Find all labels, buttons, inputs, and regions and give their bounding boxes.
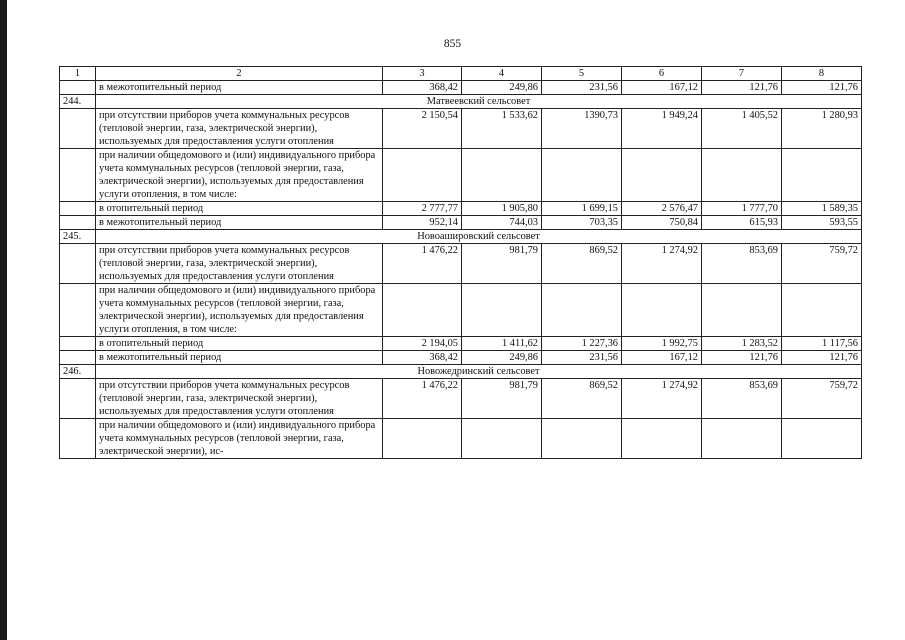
row-index-cell [60, 149, 96, 202]
value-cell: 1 280,93 [782, 109, 862, 149]
value-cell: 853,69 [702, 244, 782, 284]
value-cell: 1 777,70 [702, 202, 782, 216]
value-cell: 1 476,22 [383, 244, 462, 284]
value-cell [622, 419, 702, 459]
value-cell: 167,12 [622, 81, 702, 95]
section-title: Новожедринский сельсовет [96, 365, 862, 379]
row-index-cell [60, 81, 96, 95]
value-cell [702, 149, 782, 202]
column-number: 3 [383, 67, 462, 81]
row-label: в отопительный период [96, 337, 383, 351]
value-cell: 759,72 [782, 244, 862, 284]
column-number: 4 [462, 67, 542, 81]
row-index-cell [60, 419, 96, 459]
value-cell: 167,12 [622, 351, 702, 365]
section-index: 244. [60, 95, 96, 109]
row-label: при наличии общедомового и (или) индивидуального прибора учета коммунальных ресурсов (тепловой энергии, газа, электрической энергии), используемых для предоставления услуги отопления, в том числе: [96, 149, 383, 202]
column-number: 1 [60, 67, 96, 81]
table-row [60, 379, 862, 419]
value-cell: 1 589,35 [782, 202, 862, 216]
value-cell: 249,86 [462, 81, 542, 95]
value-cell: 1 274,92 [622, 379, 702, 419]
value-cell: 2 576,47 [622, 202, 702, 216]
value-cell: 750,84 [622, 216, 702, 230]
value-cell: 231,56 [542, 81, 622, 95]
value-cell [622, 284, 702, 337]
value-cell [462, 284, 542, 337]
value-cell: 1 283,52 [702, 337, 782, 351]
section-title: Матвеевский сельсовет [96, 95, 862, 109]
tariff-table [59, 66, 862, 459]
value-cell: 1 405,52 [702, 109, 782, 149]
section-index: 246. [60, 365, 96, 379]
value-cell: 981,79 [462, 244, 542, 284]
value-cell: 952,14 [383, 216, 462, 230]
value-cell: 368,42 [383, 351, 462, 365]
value-cell: 1 411,62 [462, 337, 542, 351]
value-cell: 1 533,62 [462, 109, 542, 149]
table-row [60, 337, 862, 351]
table-row [60, 81, 862, 95]
value-cell: 249,86 [462, 351, 542, 365]
row-label: при наличии общедомового и (или) индивидуального прибора учета коммунальных ресурсов (тепловой энергии, газа, электрической энергии), ис- [96, 419, 383, 459]
row-index-cell [60, 284, 96, 337]
row-label: в межотопительный период [96, 216, 383, 230]
table-row [60, 202, 862, 216]
section-row [60, 365, 862, 379]
section-title: Новоашировский сельсовет [96, 230, 862, 244]
value-cell [782, 149, 862, 202]
value-cell [542, 284, 622, 337]
value-cell [383, 149, 462, 202]
table-body [60, 67, 862, 459]
row-index-cell [60, 244, 96, 284]
value-cell: 593,55 [782, 216, 862, 230]
value-cell: 744,03 [462, 216, 542, 230]
value-cell [702, 419, 782, 459]
value-cell: 869,52 [542, 379, 622, 419]
row-label: при наличии общедомового и (или) индивидуального прибора учета коммунальных ресурсов (тепловой энергии, газа, электрической энергии), используемых для предоставления услуги отопления, в том числе: [96, 284, 383, 337]
row-index-cell [60, 216, 96, 230]
value-cell: 121,76 [702, 351, 782, 365]
value-cell [542, 419, 622, 459]
table-row [60, 351, 862, 365]
column-number: 5 [542, 67, 622, 81]
column-number: 6 [622, 67, 702, 81]
value-cell: 1390,73 [542, 109, 622, 149]
value-cell: 759,72 [782, 379, 862, 419]
value-cell: 1 905,80 [462, 202, 542, 216]
value-cell: 2 194,05 [383, 337, 462, 351]
page-number: 855 [443, 38, 462, 50]
value-cell: 2 150,54 [383, 109, 462, 149]
table-row [60, 149, 862, 202]
value-cell: 1 227,36 [542, 337, 622, 351]
scan-edge [0, 0, 7, 640]
value-cell [782, 284, 862, 337]
value-cell: 703,35 [542, 216, 622, 230]
table-row [60, 284, 862, 337]
value-cell: 368,42 [383, 81, 462, 95]
row-index-cell [60, 337, 96, 351]
value-cell: 981,79 [462, 379, 542, 419]
column-number: 8 [782, 67, 862, 81]
value-cell [702, 284, 782, 337]
table-row [60, 109, 862, 149]
value-cell: 1 949,24 [622, 109, 702, 149]
value-cell: 121,76 [702, 81, 782, 95]
value-cell: 1 274,92 [622, 244, 702, 284]
value-cell: 2 777,77 [383, 202, 462, 216]
row-index-cell [60, 379, 96, 419]
value-cell: 121,76 [782, 81, 862, 95]
row-label: при отсутствии приборов учета коммунальных ресурсов (тепловой энергии, газа, электрической энергии), используемых для предоставления услуги отопления [96, 379, 383, 419]
value-cell: 1 117,56 [782, 337, 862, 351]
column-number: 7 [702, 67, 782, 81]
value-cell [542, 149, 622, 202]
section-index: 245. [60, 230, 96, 244]
table-row [60, 419, 862, 459]
value-cell: 1 699,15 [542, 202, 622, 216]
value-cell [383, 284, 462, 337]
row-label: в межотопительный период [96, 81, 383, 95]
value-cell [462, 149, 542, 202]
column-number-row [60, 67, 862, 81]
value-cell: 869,52 [542, 244, 622, 284]
row-label: в отопительный период [96, 202, 383, 216]
value-cell: 1 992,75 [622, 337, 702, 351]
value-cell: 231,56 [542, 351, 622, 365]
value-cell [462, 419, 542, 459]
row-label: при отсутствии приборов учета коммунальных ресурсов (тепловой энергии, газа, электрической энергии), используемых для предоставления услуги отопления [96, 109, 383, 149]
value-cell [782, 419, 862, 459]
table-row [60, 244, 862, 284]
section-row [60, 230, 862, 244]
value-cell [383, 419, 462, 459]
value-cell: 121,76 [782, 351, 862, 365]
table-row [60, 216, 862, 230]
row-label: при отсутствии приборов учета коммунальных ресурсов (тепловой энергии, газа, электрической энергии), используемых для предоставления услуги отопления [96, 244, 383, 284]
section-row [60, 95, 862, 109]
row-index-cell [60, 202, 96, 216]
value-cell: 615,93 [702, 216, 782, 230]
value-cell [622, 149, 702, 202]
row-label: в межотопительный период [96, 351, 383, 365]
column-number: 2 [96, 67, 383, 81]
value-cell: 853,69 [702, 379, 782, 419]
value-cell: 1 476,22 [383, 379, 462, 419]
row-index-cell [60, 109, 96, 149]
row-index-cell [60, 351, 96, 365]
